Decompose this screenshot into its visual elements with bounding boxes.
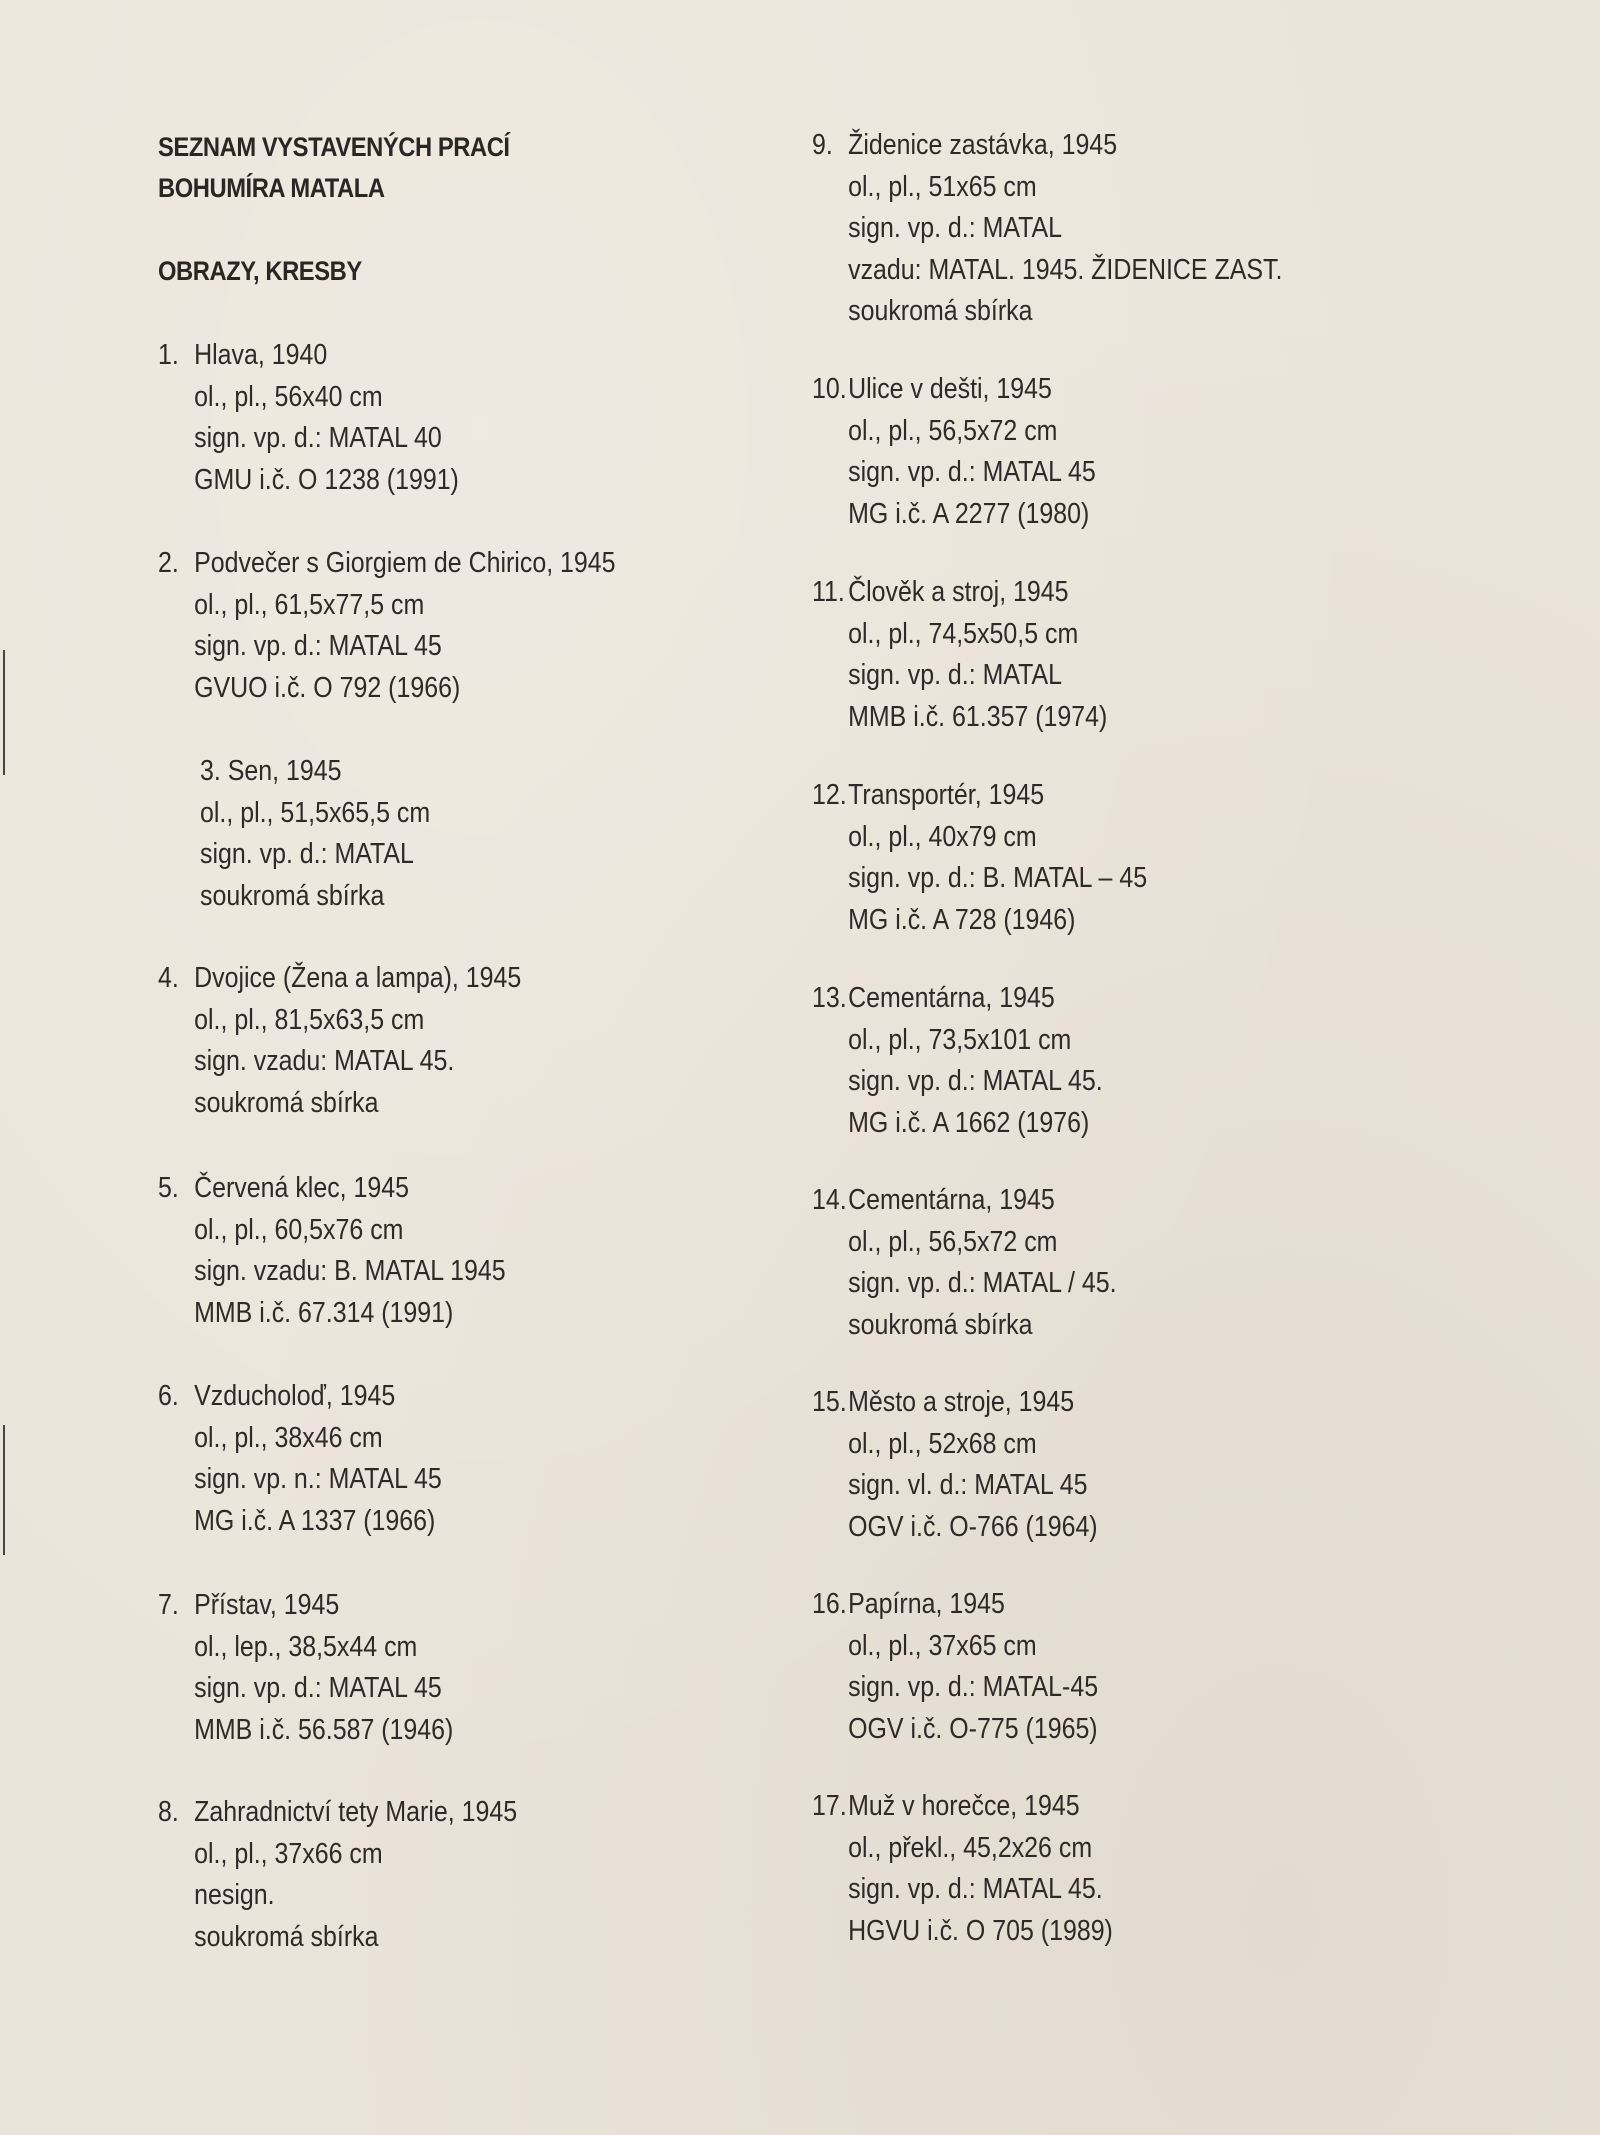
entry-signature: sign. vp. d.: MATAL / 45.: [848, 1267, 1117, 1299]
entry-collection: MG i.č. A 1337 (1966): [194, 1504, 436, 1537]
entry-back-inscription: vzadu: MATAL. 1945. ŽIDENICE ZAST.: [848, 253, 1283, 286]
entry-title: Podvečer s Giorgiem de Chirico, 1945: [194, 547, 616, 579]
entry-signature: sign. vl. d.: MATAL 45: [848, 1469, 1088, 1501]
catalog-entry: [812, 125, 1282, 333]
entry-collection: MG i.č. A 728 (1946): [848, 903, 1076, 936]
entry-number: 9.: [812, 129, 833, 161]
entry-medium: ol., pl., 38x46 cm: [194, 1421, 383, 1454]
entry-signature: sign. vzadu: MATAL 45.: [194, 1045, 455, 1077]
entry-title: Hlava, 1940: [194, 339, 328, 371]
entry-collection: soukromá sbírka: [848, 295, 1033, 327]
entry-medium: ol., pl., 74,5x50,5 cm: [848, 617, 1079, 650]
title-line-2: BOHUMÍRA MATALA: [158, 173, 385, 203]
entry-medium: ol., pl., 73,5x101 cm: [848, 1023, 1072, 1056]
entry-title: Vzducholoď, 1945: [194, 1380, 396, 1412]
entry-signature: sign. vp. d.: MATAL 45.: [848, 1873, 1103, 1905]
entry-signature: sign. vp. d.: MATAL: [848, 659, 1063, 691]
entry-title-line: [200, 751, 430, 793]
entry-collection: soukromá sbírka: [194, 1086, 379, 1119]
entry-title: Přístav, 1945: [194, 1589, 340, 1621]
entry-number: 17.: [812, 1790, 847, 1822]
entry-title: Město a stroje, 1945: [848, 1386, 1075, 1418]
catalog-entry: [812, 1382, 1098, 1548]
entry-medium: ol., pl., 51,5x65,5 cm: [200, 796, 431, 829]
catalog-entry: [812, 1786, 1113, 1952]
entry-medium: ol., pl., 61,5x77,5 cm: [194, 588, 425, 621]
entry-collection: MMB i.č. 56.587 (1946): [194, 1713, 454, 1746]
entry-collection: MMB i.č. 67.314 (1991): [194, 1296, 454, 1329]
entry-collection: OGV i.č. O-766 (1964): [848, 1510, 1098, 1543]
entry-signature: sign. vp. n.: MATAL 45: [194, 1463, 442, 1495]
entry-signature: sign. vzadu: B. MATAL 1945: [194, 1255, 506, 1287]
entry-title: Dvojice (Žena a lampa), 1945: [194, 962, 522, 994]
title-line-1: SEZNAM VYSTAVENÝCH PRACÍ: [158, 132, 510, 162]
entry-signature: sign. vp. d.: MATAL 40: [194, 422, 442, 454]
entry-collection: soukromá sbírka: [194, 1920, 379, 1953]
entry-collection: soukromá sbírka: [200, 879, 385, 912]
entry-title: Židenice zastávka, 1945: [848, 129, 1118, 161]
entry-medium: ol., pl., 81,5x63,5 cm: [194, 1003, 425, 1036]
entry-signature: sign. vp. d.: MATAL 45.: [848, 1065, 1103, 1097]
entry-number: 4.: [158, 962, 179, 994]
entry-medium: ol., pl., 37x66 cm: [194, 1837, 383, 1870]
catalog-entry: [158, 1168, 506, 1334]
entry-medium: ol., lep., 38,5x44 cm: [194, 1630, 418, 1663]
entry-collection: GVUO i.č. O 792 (1966): [194, 671, 461, 704]
entry-number: 10.: [812, 373, 847, 405]
entry-signature: sign. vp. d.: MATAL 45: [848, 456, 1096, 488]
entry-number: 11.: [812, 576, 845, 608]
entry-title: Člověk a stroj, 1945: [848, 576, 1069, 608]
entry-number: 3.: [200, 755, 221, 787]
entry-number: 7.: [158, 1589, 179, 1621]
entry-collection: HGVU i.č. O 705 (1989): [848, 1914, 1113, 1947]
entry-title: Zahradnictví tety Marie, 1945: [194, 1796, 518, 1828]
binding-mark: [3, 1425, 5, 1555]
entry-medium: ol., pl., 40x79 cm: [848, 820, 1037, 853]
binding-mark: [3, 650, 5, 775]
entry-collection: MG i.č. A 2277 (1980): [848, 497, 1090, 530]
catalog-entry: [158, 1585, 453, 1751]
entry-number: 8.: [158, 1796, 179, 1828]
entry-signature: sign. vp. d.: B. MATAL – 45: [848, 862, 1148, 894]
entry-signature: sign. vp. d.: MATAL: [848, 212, 1063, 244]
entry-number: 2.: [158, 547, 179, 579]
section-heading: OBRAZY, KRESBY: [158, 256, 362, 286]
entry-title: Ulice v dešti, 1945: [848, 373, 1052, 405]
entry-signature: sign. vp. d.: MATAL: [200, 838, 414, 870]
entry-number: 16.: [812, 1588, 847, 1620]
entry-medium: ol., pl., 56,5x72 cm: [848, 414, 1058, 447]
entry-medium: ol., pl., 56x40 cm: [194, 380, 383, 413]
entry-signature: sign. vp. d.: MATAL-45: [848, 1671, 1099, 1703]
entry-medium: ol., pl., 56,5x72 cm: [848, 1225, 1058, 1258]
entry-collection: MMB i.č. 61.357 (1974): [848, 700, 1108, 733]
entry-number: 13.: [812, 982, 847, 1014]
catalog-entry: [158, 1376, 442, 1542]
entry-collection: soukromá sbírka: [848, 1308, 1033, 1341]
entry-title: Červená klec, 1945: [194, 1172, 410, 1204]
catalog-entry: [812, 369, 1096, 535]
catalog-entry: [158, 1792, 517, 1958]
catalog-entry: [200, 751, 430, 917]
catalog-entry: [812, 775, 1147, 941]
entry-collection: OGV i.č. O-775 (1965): [848, 1712, 1098, 1745]
entry-title: Sen, 1945: [227, 755, 342, 787]
entry-collection: GMU i.č. O 1238 (1991): [194, 463, 459, 496]
catalog-entry: [812, 572, 1107, 738]
entry-title: Cementárna, 1945: [848, 982, 1055, 1014]
entry-title: Cementárna, 1945: [848, 1184, 1055, 1216]
catalog-entry: [812, 1180, 1117, 1346]
entry-medium: ol., pl., 60,5x76 cm: [194, 1213, 404, 1246]
catalog-entry: [812, 1584, 1098, 1750]
catalog-entry: [158, 958, 521, 1124]
entry-number: 15.: [812, 1386, 847, 1418]
entry-title: Muž v horečce, 1945: [848, 1790, 1080, 1822]
entry-medium: ol., pl., 52x68 cm: [848, 1427, 1037, 1460]
entry-medium: ol., pl., 37x65 cm: [848, 1629, 1037, 1662]
entry-number: 5.: [158, 1172, 179, 1204]
catalog-entry: [158, 543, 616, 709]
entry-title: Papírna, 1945: [848, 1588, 1005, 1620]
entry-medium: ol., pl., 51x65 cm: [848, 170, 1037, 203]
catalog-entry: [158, 335, 459, 501]
catalog-entry: [812, 978, 1103, 1144]
entry-number: 1.: [158, 339, 179, 371]
entry-medium: ol., překl., 45,2x26 cm: [848, 1831, 1093, 1864]
entry-title: Transportér, 1945: [848, 779, 1045, 811]
entry-number: 14.: [812, 1184, 847, 1216]
entry-signature: sign. vp. d.: MATAL 45: [194, 1672, 442, 1704]
entry-number: 6.: [158, 1380, 179, 1412]
entry-signature: sign. vp. d.: MATAL 45: [194, 630, 442, 662]
entry-collection: MG i.č. A 1662 (1976): [848, 1106, 1090, 1139]
entry-signature: nesign.: [194, 1879, 275, 1911]
entry-number: 12.: [812, 779, 847, 811]
